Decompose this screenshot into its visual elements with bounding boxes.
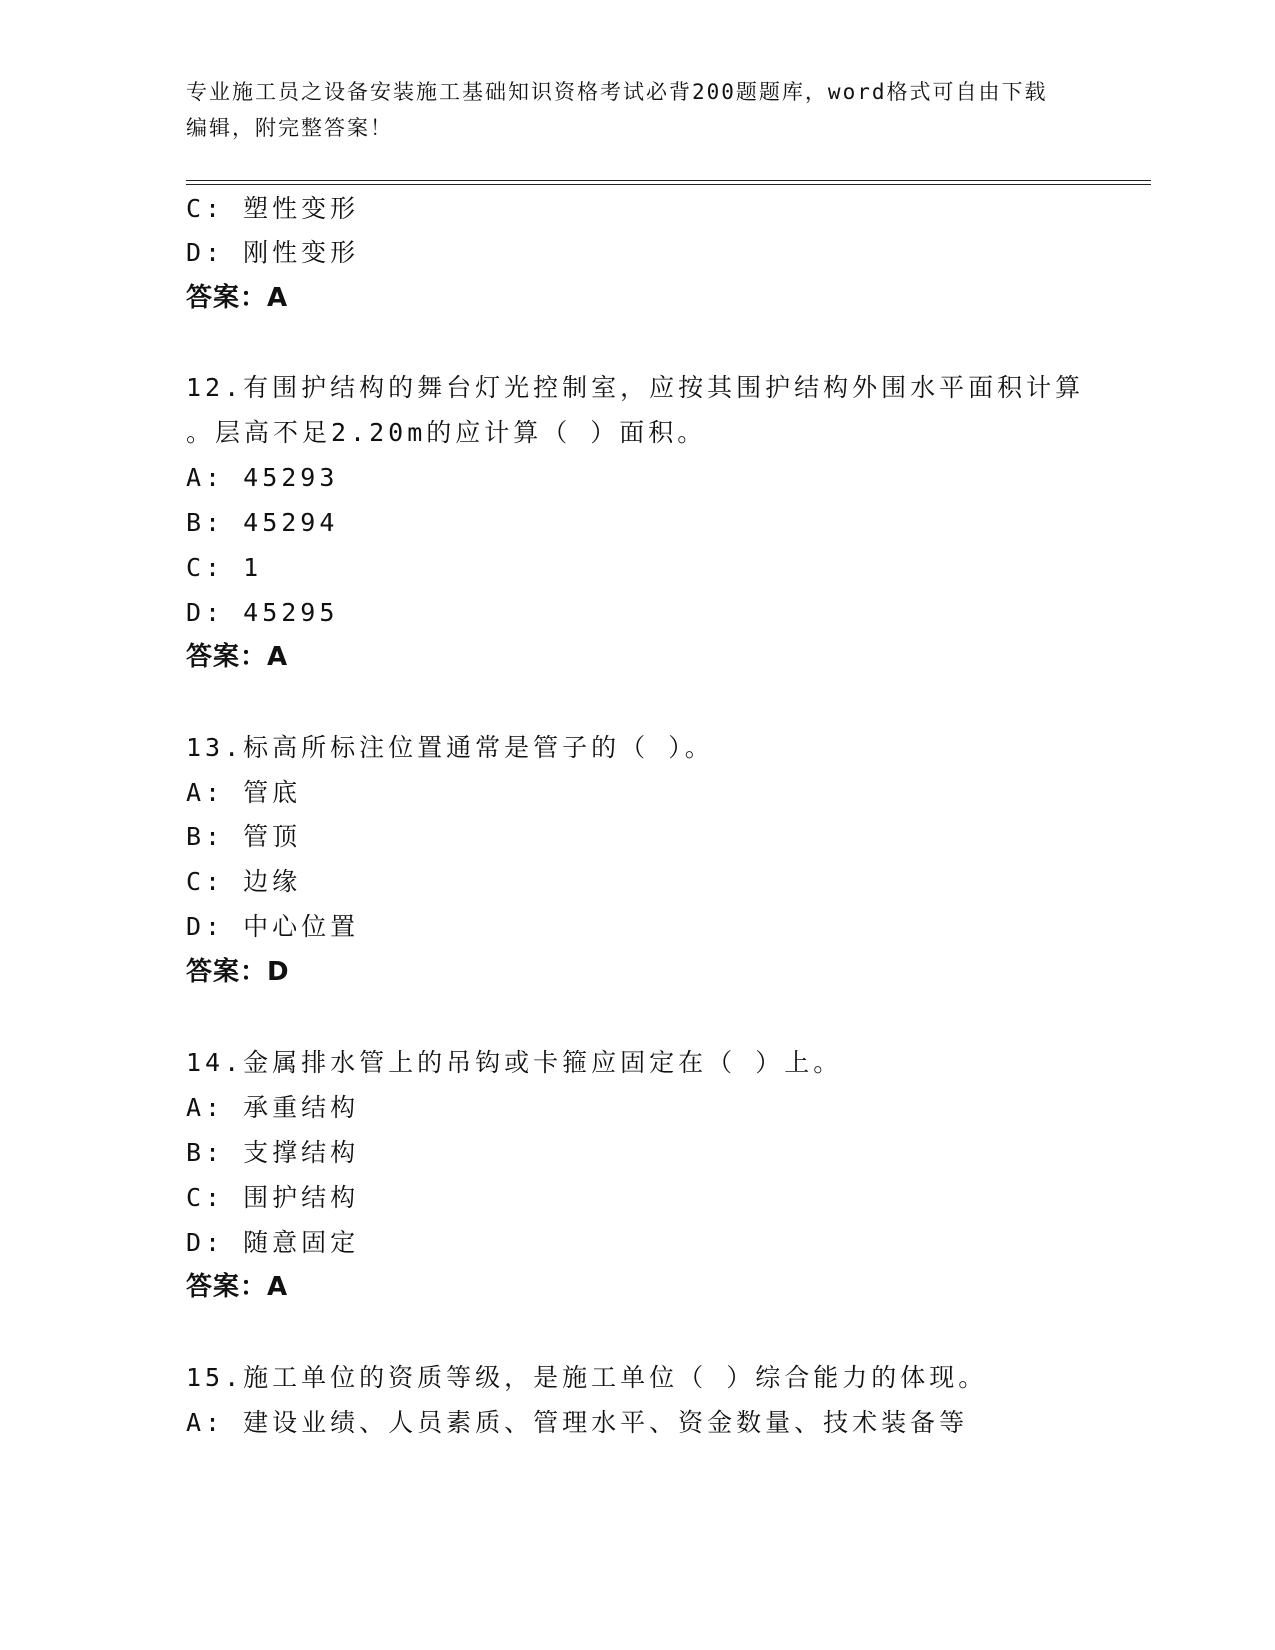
document-header: 专业施工员之设备安装施工基础知识资格考试必背200题题库，word格式可自由下载编辑，附完整答案！ [186, 80, 1048, 140]
q13-option-a: A: 管底 [186, 778, 302, 807]
q12-option-c: C: 1 [186, 553, 263, 582]
q13-option-c: C: 边缘 [186, 867, 302, 896]
q12-stem-line2: 。层高不足2.20m的应计算（ ）面积。 [186, 418, 707, 447]
q12-option-d: D: 45295 [186, 598, 339, 627]
q14-option-a: A: 承重结构 [186, 1093, 360, 1122]
q14-option-d: D: 随意固定 [186, 1228, 360, 1257]
q14-stem: 14.金属排水管上的吊钩或卡箍应固定在（ ）上。 [186, 1048, 843, 1077]
q15-option-a: A: 建设业绩、人员素质、管理水平、资金数量、技术装备等 [186, 1408, 969, 1437]
header-divider-top [186, 180, 1151, 181]
q11-option-d: D: 刚性变形 [186, 238, 360, 267]
q12-option-b: B: 45294 [186, 508, 339, 537]
q12-option-a: A: 45293 [186, 463, 339, 492]
q13-option-b: B: 管顶 [186, 822, 302, 851]
q12-answer: 答案：A [186, 642, 289, 672]
q14-answer: 答案：A [186, 1272, 289, 1302]
q14-option-c: C: 围护结构 [186, 1183, 360, 1212]
header-divider-bottom [186, 184, 1151, 185]
q13-answer: 答案：D [186, 957, 290, 987]
q11-answer: 答案：A [186, 283, 289, 313]
q13-option-d: D: 中心位置 [186, 912, 360, 941]
q15-stem: 15.施工单位的资质等级，是施工单位（ ）综合能力的体现。 [186, 1363, 988, 1392]
q12-stem-line1: 12.有围护结构的舞台灯光控制室，应按其围护结构外围水平面积计算 [186, 373, 1085, 402]
q13-stem: 13.标高所标注位置通常是管子的（ ）。 [186, 733, 714, 762]
q14-option-b: B: 支撑结构 [186, 1138, 360, 1167]
q11-option-c: C: 塑性变形 [186, 194, 360, 223]
